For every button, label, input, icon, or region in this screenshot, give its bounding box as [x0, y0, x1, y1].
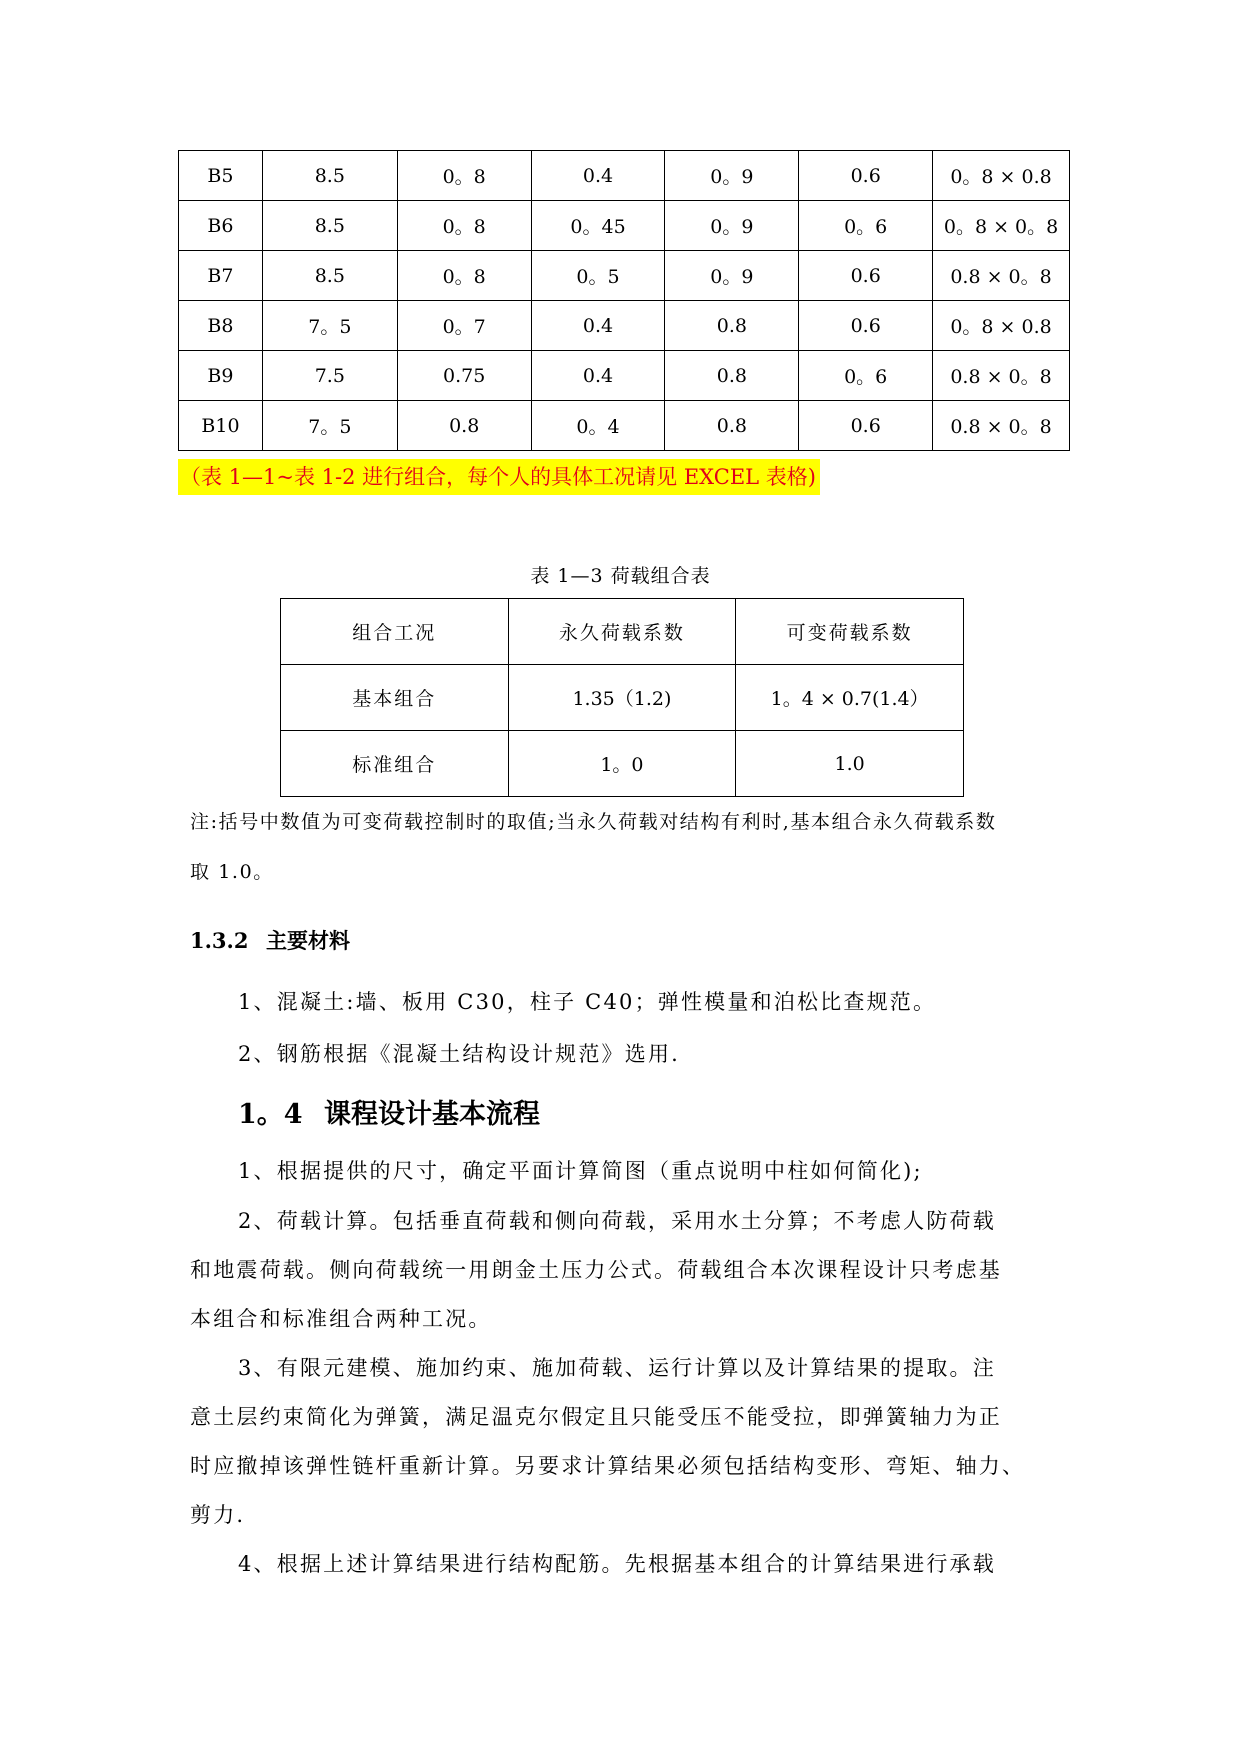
table-cell: 0。9 [665, 251, 799, 301]
chapter-title: 课程设计基本流程 [324, 1099, 540, 1130]
table-cell: 0。7 [397, 301, 531, 351]
table-cell: B10 [179, 401, 263, 451]
table-note-line: 取 1.0。 [190, 861, 274, 883]
table-cell: 0.4 [531, 151, 665, 201]
table-cell: 0.8 [665, 301, 799, 351]
paragraph-line: 3、有限元建模、施加约束、施加荷载、运行计算以及计算结果的提取。注 [238, 1356, 996, 1380]
table-cell: 1.35（1.2) [508, 665, 736, 731]
paragraph-line: 2、荷载计算。包括垂直荷载和侧向荷载，采用水土分算；不考虑人防荷载 [238, 1209, 996, 1233]
table-cell: 8.5 [262, 151, 397, 201]
table-cell: 0。8 [397, 251, 531, 301]
table-cell: 标准组合 [281, 731, 509, 797]
table-cell: 0。8 [397, 201, 531, 251]
table-cell: 0.6 [799, 401, 933, 451]
table-row [179, 351, 1070, 401]
paragraph-line: 本组合和标准组合两种工况。 [190, 1307, 492, 1331]
table-cell: 0.8 × 0。8 [933, 401, 1070, 451]
table-cell: 0。8 × 0.8 [933, 151, 1070, 201]
paragraph-line: 和地震荷载。侧向荷载统一用朗金土压力公式。荷载组合本次课程设计只考虑基 [190, 1258, 1002, 1282]
table-cell: 7。5 [262, 301, 397, 351]
chapter-heading [238, 1092, 540, 1131]
table-cell: B7 [179, 251, 263, 301]
table-cell: 8.5 [262, 251, 397, 301]
load-combination-table [280, 598, 964, 797]
header-cell: 可变荷载系数 [736, 599, 964, 665]
table-note-line: 注:括号中数值为可变荷载控制时的取值;当永久荷载对结构有利时,基本组合永久荷载系数 [190, 811, 997, 833]
table-cell: B6 [179, 201, 263, 251]
table-row [281, 665, 964, 731]
table-cell: 0.8 [665, 401, 799, 451]
table-cell: 0。4 [531, 401, 665, 451]
table-cell: 0.8 [397, 401, 531, 451]
paragraph: 2、钢筋根据《混凝土结构设计规范》选用. [238, 1042, 681, 1066]
section-heading [190, 925, 350, 955]
section-number: 1.3.2 [190, 928, 249, 953]
paragraph-line: 4、根据上述计算结果进行结构配筋。先根据基本组合的计算结果进行承载 [238, 1552, 996, 1576]
table-cell: 0。9 [665, 201, 799, 251]
table-header-row [281, 599, 964, 665]
chapter-number: 1。4 [238, 1099, 303, 1130]
table-row [179, 151, 1070, 201]
table-cell: 0.75 [397, 351, 531, 401]
highlighted-note: （表 1—1~表 1-2 进行组合，每个人的具体工况请见 EXCEL 表格) [178, 459, 820, 495]
table-cell: 0。9 [665, 151, 799, 201]
table-cell: 0。5 [531, 251, 665, 301]
table-cell: B8 [179, 301, 263, 351]
table-cell: 0.8 × 0。8 [933, 251, 1070, 301]
table-cell: 0.8 × 0。8 [933, 351, 1070, 401]
paragraph-line: 1、根据提供的尺寸，确定平面计算简图（重点说明中柱如何简化); [238, 1159, 923, 1183]
table-cell: 7.5 [262, 351, 397, 401]
table-cell: 8.5 [262, 201, 397, 251]
table-cell: 0.6 [799, 301, 933, 351]
table-cell: 1。4 × 0.7(1.4） [736, 665, 964, 731]
table-cell: 0。6 [799, 351, 933, 401]
paragraph-line: 意土层约束简化为弹簧，满足温克尔假定且只能受压不能受拉，即弹簧轴力为正 [190, 1405, 1002, 1429]
table-cell: 0。6 [799, 201, 933, 251]
table-cell: 0.4 [531, 301, 665, 351]
header-cell: 永久荷载系数 [508, 599, 736, 665]
table-cell: 1。0 [508, 731, 736, 797]
table-cell: 0.6 [799, 151, 933, 201]
table-cell: 1.0 [736, 731, 964, 797]
table-cell: 0。8 × 0。8 [933, 201, 1070, 251]
table-row [179, 401, 1070, 451]
table-cell: 0。8 [397, 151, 531, 201]
table-cell: 基本组合 [281, 665, 509, 731]
header-cell: 组合工况 [281, 599, 509, 665]
parameter-table [178, 150, 1070, 451]
table-cell: B5 [179, 151, 263, 201]
table-cell: 0.6 [799, 251, 933, 301]
paragraph-line: 剪力. [190, 1503, 246, 1527]
table-row [179, 201, 1070, 251]
table-cell: 0。45 [531, 201, 665, 251]
table-cell: 0。8 × 0.8 [933, 301, 1070, 351]
section-title: 主要材料 [266, 928, 350, 953]
table-cell: 7。5 [262, 401, 397, 451]
table-cell: 0.8 [665, 351, 799, 401]
table-caption: 表 1—3 荷载组合表 [530, 565, 711, 587]
table-cell: 0.4 [531, 351, 665, 401]
paragraph-line: 时应撤掉该弹性链杆重新计算。另要求计算结果必须包括结构变形、弯矩、轴力、 [190, 1454, 1026, 1478]
paragraph: 1、混凝土:墙、板用 C30，柱子 C40；弹性模量和泊松比查规范。 [238, 990, 937, 1014]
table-cell: B9 [179, 351, 263, 401]
table-row [179, 251, 1070, 301]
table-row [179, 301, 1070, 351]
table-row [281, 731, 964, 797]
